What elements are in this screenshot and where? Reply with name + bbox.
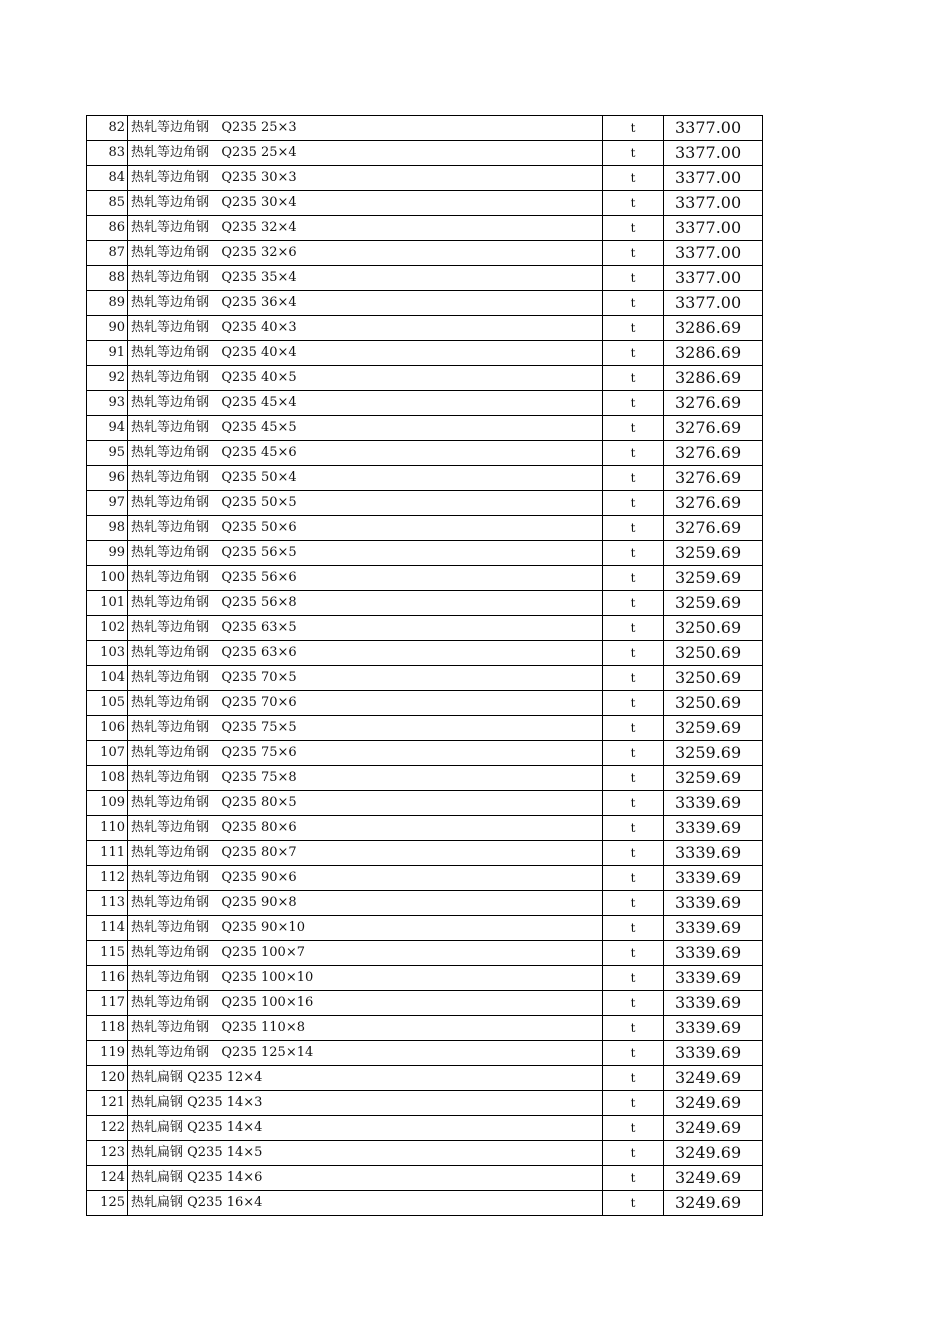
row-number-cell[interactable]: 100 xyxy=(87,566,128,591)
table-row xyxy=(87,1116,763,1141)
table-row xyxy=(87,816,763,841)
item-name-cell[interactable]: 热轧等边角钢 Q235 40×4 xyxy=(128,341,603,366)
table-row xyxy=(87,1191,763,1216)
unit-cell[interactable]: t xyxy=(603,616,664,641)
item-name-cell[interactable]: 热轧等边角钢 Q235 75×6 xyxy=(128,741,603,766)
table-row xyxy=(87,841,763,866)
unit-cell[interactable]: t xyxy=(603,341,664,366)
price-cell[interactable]: 3339.69 xyxy=(664,991,763,1016)
price-cell[interactable]: 3339.69 xyxy=(664,841,763,866)
table-row xyxy=(87,941,763,966)
item-name-cell[interactable]: 热轧等边角钢 Q235 63×6 xyxy=(128,641,603,666)
table-row xyxy=(87,966,763,991)
unit-cell[interactable]: t xyxy=(603,266,664,291)
price-cell[interactable]: 3249.69 xyxy=(664,1116,763,1141)
row-number-cell[interactable]: 105 xyxy=(87,691,128,716)
price-table xyxy=(86,115,763,1216)
price-cell[interactable]: 3339.69 xyxy=(664,966,763,991)
row-number-cell[interactable]: 96 xyxy=(87,466,128,491)
row-number-cell[interactable]: 101 xyxy=(87,591,128,616)
table-row xyxy=(87,1141,763,1166)
price-cell[interactable]: 3250.69 xyxy=(664,691,763,716)
item-name-cell[interactable]: 热轧等边角钢 Q235 50×4 xyxy=(128,466,603,491)
price-cell[interactable]: 3249.69 xyxy=(664,1066,763,1091)
row-number-cell[interactable]: 102 xyxy=(87,616,128,641)
item-name-cell[interactable]: 热轧等边角钢 Q235 50×5 xyxy=(128,491,603,516)
price-cell[interactable]: 3259.69 xyxy=(664,541,763,566)
table-row xyxy=(87,416,763,441)
price-cell[interactable]: 3249.69 xyxy=(664,1166,763,1191)
price-cell[interactable]: 3339.69 xyxy=(664,941,763,966)
unit-cell[interactable]: t xyxy=(603,1116,664,1141)
item-name-cell[interactable]: 热轧等边角钢 Q235 56×5 xyxy=(128,541,603,566)
row-number-cell[interactable]: 104 xyxy=(87,666,128,691)
table-row xyxy=(87,666,763,691)
unit-cell[interactable]: t xyxy=(603,216,664,241)
row-number-cell[interactable]: 120 xyxy=(87,1066,128,1091)
price-cell[interactable]: 3339.69 xyxy=(664,1041,763,1066)
row-number-cell[interactable]: 84 xyxy=(87,166,128,191)
row-number-cell[interactable]: 112 xyxy=(87,866,128,891)
table-row xyxy=(87,1066,763,1091)
unit-cell[interactable]: t xyxy=(603,866,664,891)
table-body xyxy=(87,116,763,1216)
price-cell[interactable]: 3286.69 xyxy=(664,366,763,391)
unit-cell[interactable]: t xyxy=(603,641,664,666)
row-number-cell[interactable]: 110 xyxy=(87,816,128,841)
price-cell[interactable]: 3259.69 xyxy=(664,591,763,616)
item-name-cell[interactable]: 热轧扁钢 Q235 14×5 xyxy=(128,1141,603,1166)
table-row xyxy=(87,616,763,641)
table-row xyxy=(87,491,763,516)
price-cell[interactable]: 3377.00 xyxy=(664,191,763,216)
item-name-cell[interactable]: 热轧等边角钢 Q235 100×10 xyxy=(128,966,603,991)
table-row xyxy=(87,191,763,216)
item-name-cell[interactable]: 热轧等边角钢 Q235 90×8 xyxy=(128,891,603,916)
unit-cell[interactable]: t xyxy=(603,191,664,216)
unit-cell[interactable]: t xyxy=(603,491,664,516)
price-cell[interactable]: 3339.69 xyxy=(664,791,763,816)
unit-cell[interactable]: t xyxy=(603,241,664,266)
unit-cell[interactable]: t xyxy=(603,841,664,866)
unit-cell[interactable]: t xyxy=(603,816,664,841)
table-row xyxy=(87,466,763,491)
row-number-cell[interactable]: 97 xyxy=(87,491,128,516)
table-row xyxy=(87,566,763,591)
table-row xyxy=(87,716,763,741)
item-name-cell[interactable]: 热轧等边角钢 Q235 40×3 xyxy=(128,316,603,341)
item-name-cell[interactable]: 热轧扁钢 Q235 16×4 xyxy=(128,1191,603,1216)
table-row xyxy=(87,266,763,291)
table-row xyxy=(87,241,763,266)
table-row xyxy=(87,891,763,916)
table-row xyxy=(87,291,763,316)
item-name-cell[interactable]: 热轧等边角钢 Q235 110×8 xyxy=(128,1016,603,1041)
item-name-cell[interactable]: 热轧等边角钢 Q235 80×7 xyxy=(128,841,603,866)
item-name-cell[interactable]: 热轧等边角钢 Q235 45×4 xyxy=(128,391,603,416)
row-number-cell[interactable]: 122 xyxy=(87,1116,128,1141)
row-number-cell[interactable]: 89 xyxy=(87,291,128,316)
row-number-cell[interactable]: 119 xyxy=(87,1041,128,1066)
unit-cell[interactable]: t xyxy=(603,1141,664,1166)
price-cell[interactable]: 3250.69 xyxy=(664,641,763,666)
unit-cell[interactable]: t xyxy=(603,766,664,791)
item-name-cell[interactable]: 热轧等边角钢 Q235 50×6 xyxy=(128,516,603,541)
item-name-cell[interactable]: 热轧等边角钢 Q235 56×8 xyxy=(128,591,603,616)
row-number-cell[interactable]: 95 xyxy=(87,441,128,466)
row-number-cell[interactable]: 118 xyxy=(87,1016,128,1041)
item-name-cell[interactable]: 热轧扁钢 Q235 14×6 xyxy=(128,1166,603,1191)
price-cell[interactable]: 3377.00 xyxy=(664,266,763,291)
item-name-cell[interactable]: 热轧等边角钢 Q235 25×4 xyxy=(128,141,603,166)
table-row xyxy=(87,691,763,716)
table-row xyxy=(87,1016,763,1041)
row-number-cell[interactable]: 123 xyxy=(87,1141,128,1166)
unit-cell[interactable]: t xyxy=(603,741,664,766)
unit-cell[interactable]: t xyxy=(603,416,664,441)
row-number-cell[interactable]: 125 xyxy=(87,1191,128,1216)
item-name-cell[interactable]: 热轧等边角钢 Q235 30×4 xyxy=(128,191,603,216)
row-number-cell[interactable]: 82 xyxy=(87,116,128,141)
item-name-cell[interactable]: 热轧等边角钢 Q235 40×5 xyxy=(128,366,603,391)
item-name-cell[interactable]: 热轧等边角钢 Q235 30×3 xyxy=(128,166,603,191)
row-number-cell[interactable]: 109 xyxy=(87,791,128,816)
row-number-cell[interactable]: 108 xyxy=(87,766,128,791)
price-cell[interactable]: 3377.00 xyxy=(664,241,763,266)
item-name-cell[interactable]: 热轧等边角钢 Q235 80×6 xyxy=(128,816,603,841)
table-row xyxy=(87,991,763,1016)
item-name-cell[interactable]: 热轧等边角钢 Q235 100×7 xyxy=(128,941,603,966)
item-name-cell[interactable]: 热轧等边角钢 Q235 35×4 xyxy=(128,266,603,291)
row-number-cell[interactable]: 111 xyxy=(87,841,128,866)
price-cell[interactable]: 3259.69 xyxy=(664,766,763,791)
price-cell[interactable]: 3339.69 xyxy=(664,816,763,841)
price-cell[interactable]: 3249.69 xyxy=(664,1091,763,1116)
table-row xyxy=(87,641,763,666)
item-name-cell[interactable]: 热轧等边角钢 Q235 75×8 xyxy=(128,766,603,791)
row-number-cell[interactable]: 86 xyxy=(87,216,128,241)
item-name-cell[interactable]: 热轧等边角钢 Q235 32×4 xyxy=(128,216,603,241)
row-number-cell[interactable]: 90 xyxy=(87,316,128,341)
unit-cell[interactable]: t xyxy=(603,1191,664,1216)
item-name-cell[interactable]: 热轧等边角钢 Q235 45×6 xyxy=(128,441,603,466)
item-name-cell[interactable]: 热轧等边角钢 Q235 90×10 xyxy=(128,916,603,941)
unit-cell[interactable]: t xyxy=(603,991,664,1016)
table-row xyxy=(87,141,763,166)
price-cell[interactable]: 3339.69 xyxy=(664,891,763,916)
unit-cell[interactable]: t xyxy=(603,941,664,966)
item-name-cell[interactable]: 热轧等边角钢 Q235 75×5 xyxy=(128,716,603,741)
item-name-cell[interactable]: 热轧扁钢 Q235 12×4 xyxy=(128,1066,603,1091)
table-row xyxy=(87,441,763,466)
unit-cell[interactable]: t xyxy=(603,1166,664,1191)
price-cell[interactable]: 3276.69 xyxy=(664,516,763,541)
price-cell[interactable]: 3377.00 xyxy=(664,166,763,191)
item-name-cell[interactable]: 热轧等边角钢 Q235 90×6 xyxy=(128,866,603,891)
item-name-cell[interactable]: 热轧等边角钢 Q235 32×6 xyxy=(128,241,603,266)
row-number-cell[interactable]: 98 xyxy=(87,516,128,541)
price-cell[interactable]: 3339.69 xyxy=(664,866,763,891)
row-number-cell[interactable]: 99 xyxy=(87,541,128,566)
row-number-cell[interactable]: 114 xyxy=(87,916,128,941)
price-cell[interactable]: 3286.69 xyxy=(664,341,763,366)
price-cell[interactable]: 3339.69 xyxy=(664,1016,763,1041)
table-row xyxy=(87,791,763,816)
unit-cell[interactable]: t xyxy=(603,366,664,391)
table-row xyxy=(87,866,763,891)
table-row xyxy=(87,216,763,241)
unit-cell[interactable]: t xyxy=(603,1091,664,1116)
unit-cell[interactable]: t xyxy=(603,891,664,916)
row-number-cell[interactable]: 117 xyxy=(87,991,128,1016)
unit-cell[interactable]: t xyxy=(603,541,664,566)
price-cell[interactable]: 3276.69 xyxy=(664,416,763,441)
unit-cell[interactable]: t xyxy=(603,791,664,816)
unit-cell[interactable]: t xyxy=(603,116,664,141)
row-number-cell[interactable]: 106 xyxy=(87,716,128,741)
row-number-cell[interactable]: 85 xyxy=(87,191,128,216)
unit-cell[interactable]: t xyxy=(603,1016,664,1041)
table-row xyxy=(87,516,763,541)
table-row xyxy=(87,341,763,366)
row-number-cell[interactable]: 113 xyxy=(87,891,128,916)
row-number-cell[interactable]: 121 xyxy=(87,1091,128,1116)
unit-cell[interactable]: t xyxy=(603,291,664,316)
price-cell[interactable]: 3276.69 xyxy=(664,466,763,491)
table-row xyxy=(87,741,763,766)
price-cell[interactable]: 3339.69 xyxy=(664,916,763,941)
unit-cell[interactable]: t xyxy=(603,566,664,591)
price-cell[interactable]: 3377.00 xyxy=(664,216,763,241)
row-number-cell[interactable]: 116 xyxy=(87,966,128,991)
unit-cell[interactable]: t xyxy=(603,666,664,691)
price-cell[interactable]: 3276.69 xyxy=(664,491,763,516)
unit-cell[interactable]: t xyxy=(603,1041,664,1066)
price-cell[interactable]: 3286.69 xyxy=(664,316,763,341)
table-row xyxy=(87,391,763,416)
item-name-cell[interactable]: 热轧等边角钢 Q235 125×14 xyxy=(128,1041,603,1066)
unit-cell[interactable]: t xyxy=(603,166,664,191)
price-cell[interactable]: 3249.69 xyxy=(664,1141,763,1166)
price-cell[interactable]: 3377.00 xyxy=(664,291,763,316)
row-number-cell[interactable]: 115 xyxy=(87,941,128,966)
unit-cell[interactable]: t xyxy=(603,516,664,541)
item-name-cell[interactable]: 热轧等边角钢 Q235 70×6 xyxy=(128,691,603,716)
table-row xyxy=(87,1041,763,1066)
row-number-cell[interactable]: 92 xyxy=(87,366,128,391)
item-name-cell[interactable]: 热轧等边角钢 Q235 100×16 xyxy=(128,991,603,1016)
table-row xyxy=(87,366,763,391)
price-cell[interactable]: 3377.00 xyxy=(664,116,763,141)
unit-cell[interactable]: t xyxy=(603,591,664,616)
item-name-cell[interactable]: 热轧等边角钢 Q235 36×4 xyxy=(128,291,603,316)
item-name-cell[interactable]: 热轧等边角钢 Q235 63×5 xyxy=(128,616,603,641)
row-number-cell[interactable]: 83 xyxy=(87,141,128,166)
table-row xyxy=(87,916,763,941)
row-number-cell[interactable]: 94 xyxy=(87,416,128,441)
price-cell[interactable]: 3259.69 xyxy=(664,716,763,741)
unit-cell[interactable]: t xyxy=(603,716,664,741)
item-name-cell[interactable]: 热轧等边角钢 Q235 80×5 xyxy=(128,791,603,816)
price-cell[interactable]: 3250.69 xyxy=(664,616,763,641)
item-name-cell[interactable]: 热轧等边角钢 Q235 25×3 xyxy=(128,116,603,141)
item-name-cell[interactable]: 热轧等边角钢 Q235 45×5 xyxy=(128,416,603,441)
price-cell[interactable]: 3276.69 xyxy=(664,441,763,466)
price-cell[interactable]: 3377.00 xyxy=(664,141,763,166)
table-row xyxy=(87,316,763,341)
row-number-cell[interactable]: 103 xyxy=(87,641,128,666)
item-name-cell[interactable]: 热轧扁钢 Q235 14×3 xyxy=(128,1091,603,1116)
unit-cell[interactable]: t xyxy=(603,441,664,466)
item-name-cell[interactable]: 热轧等边角钢 Q235 56×6 xyxy=(128,566,603,591)
item-name-cell[interactable]: 热轧等边角钢 Q235 70×5 xyxy=(128,666,603,691)
table-row xyxy=(87,166,763,191)
row-number-cell[interactable]: 87 xyxy=(87,241,128,266)
unit-cell[interactable]: t xyxy=(603,1066,664,1091)
unit-cell[interactable]: t xyxy=(603,141,664,166)
price-cell[interactable]: 3276.69 xyxy=(664,391,763,416)
table-row xyxy=(87,1166,763,1191)
unit-cell[interactable]: t xyxy=(603,466,664,491)
unit-cell[interactable]: t xyxy=(603,391,664,416)
row-number-cell[interactable]: 107 xyxy=(87,741,128,766)
table-row xyxy=(87,591,763,616)
unit-cell[interactable]: t xyxy=(603,966,664,991)
unit-cell[interactable]: t xyxy=(603,916,664,941)
unit-cell[interactable]: t xyxy=(603,316,664,341)
table-row xyxy=(87,766,763,791)
row-number-cell[interactable]: 88 xyxy=(87,266,128,291)
table-row xyxy=(87,541,763,566)
row-number-cell[interactable]: 93 xyxy=(87,391,128,416)
item-name-cell[interactable]: 热轧扁钢 Q235 14×4 xyxy=(128,1116,603,1141)
row-number-cell[interactable]: 91 xyxy=(87,341,128,366)
price-cell[interactable]: 3259.69 xyxy=(664,741,763,766)
row-number-cell[interactable]: 124 xyxy=(87,1166,128,1191)
table-row xyxy=(87,116,763,141)
table-row xyxy=(87,1091,763,1116)
price-cell[interactable]: 3249.69 xyxy=(664,1191,763,1216)
price-cell[interactable]: 3259.69 xyxy=(664,566,763,591)
unit-cell[interactable]: t xyxy=(603,691,664,716)
price-cell[interactable]: 3250.69 xyxy=(664,666,763,691)
